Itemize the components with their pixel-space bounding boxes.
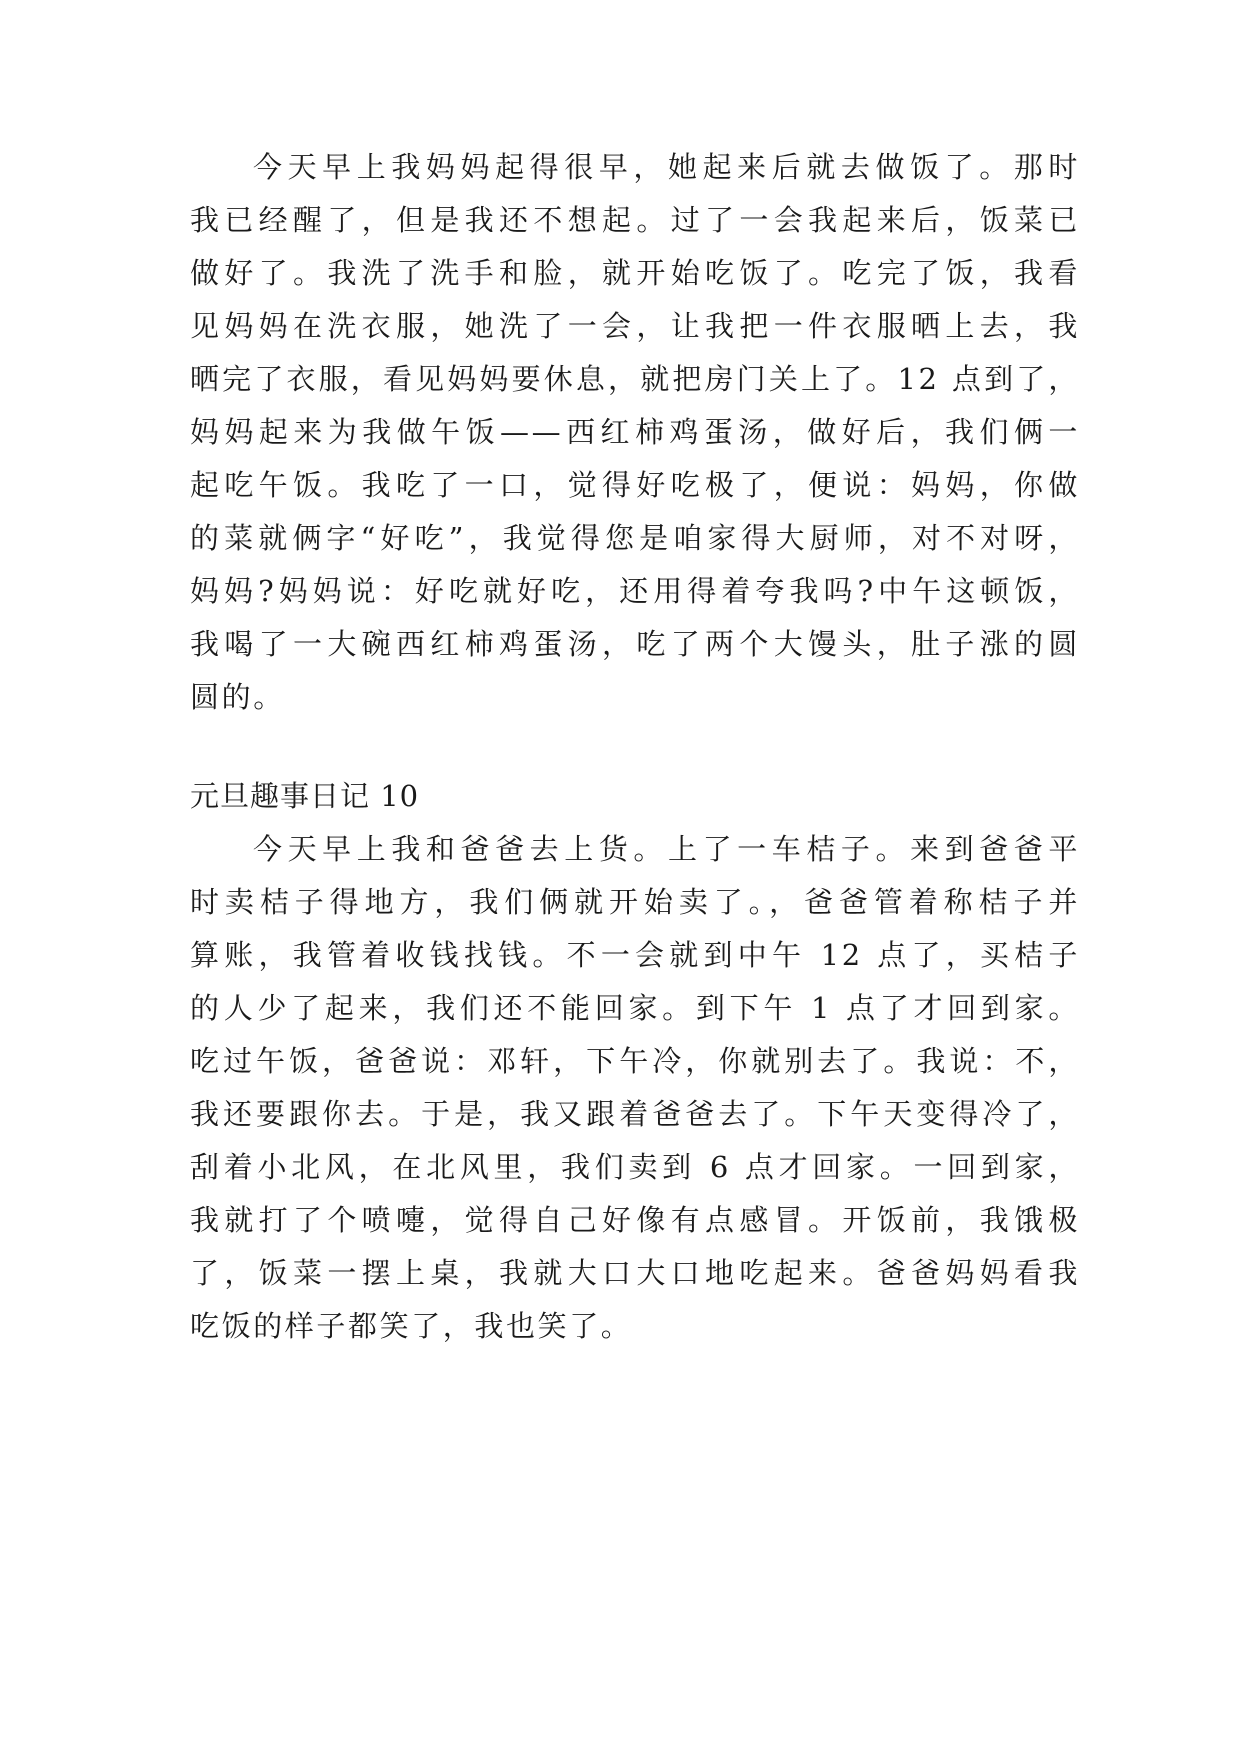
article1-line-2: 我已经醒了，但是我还不想起。过了一会我起来后，饭菜已 <box>190 203 1080 237</box>
article2-line-10: 吃饭的样子都笑了，我也笑了。 <box>190 1309 633 1343</box>
article1-line-1: 今天早上我妈妈起得很早，她起来后就去做饭了。那时 <box>253 150 1080 184</box>
article1-line-9: 妈妈?妈妈说：好吃就好吃，还用得着夸我吗?中午这顿饭， <box>190 574 1080 608</box>
article2-line-5: 吃过午饭，爸爸说：邓轩，下午冷，你就别去了。我说：不， <box>190 1044 1080 1078</box>
article2-line-3: 算账，我管着收钱找钱。不一会就到中午 12 点了，买桔子 <box>190 938 1080 972</box>
article1-line-10: 我喝了一大碗西红柿鸡蛋汤，吃了两个大馒头，肚子涨的圆 <box>190 627 1080 661</box>
article1-line-7: 起吃午饭。我吃了一口，觉得好吃极了，便说：妈妈，你做 <box>190 468 1080 502</box>
article2-title: 元旦趣事日记 10 <box>190 779 420 813</box>
article2-line-1: 今天早上我和爸爸去上货。上了一车桔子。来到爸爸平 <box>253 832 1080 866</box>
article1-line-5: 晒完了衣服，看见妈妈要休息，就把房门关上了。12 点到了， <box>190 362 1080 396</box>
article1-line-11: 圆的。 <box>190 680 285 714</box>
article1-line-3: 做好了。我洗了洗手和脸，就开始吃饭了。吃完了饭，我看 <box>190 256 1080 290</box>
article1-line-4: 见妈妈在洗衣服，她洗了一会，让我把一件衣服晒上去，我 <box>190 309 1080 343</box>
article2-line-2: 时卖桔子得地方，我们俩就开始卖了。，爸爸管着称桔子并 <box>190 885 1080 919</box>
article2-line-6: 我还要跟你去。于是，我又跟着爸爸去了。下午天变得冷了， <box>190 1097 1080 1131</box>
article2-line-8: 我就打了个喷嚏，觉得自己好像有点感冒。开饭前，我饿极 <box>190 1203 1080 1237</box>
article2-line-7: 刮着小北风，在北风里，我们卖到 6 点才回家。一回到家， <box>190 1150 1080 1184</box>
article2-line-4: 的人少了起来，我们还不能回家。到下午 1 点了才回到家。 <box>190 991 1080 1025</box>
article1-line-8: 的菜就俩字“好吃”，我觉得您是咱家得大厨师，对不对呀， <box>190 521 1080 555</box>
article1-line-6: 妈妈起来为我做午饭——西红柿鸡蛋汤，做好后，我们俩一 <box>190 415 1080 449</box>
article2-line-9: 了，饭菜一摆上桌，我就大口大口地吃起来。爸爸妈妈看我 <box>190 1256 1080 1290</box>
